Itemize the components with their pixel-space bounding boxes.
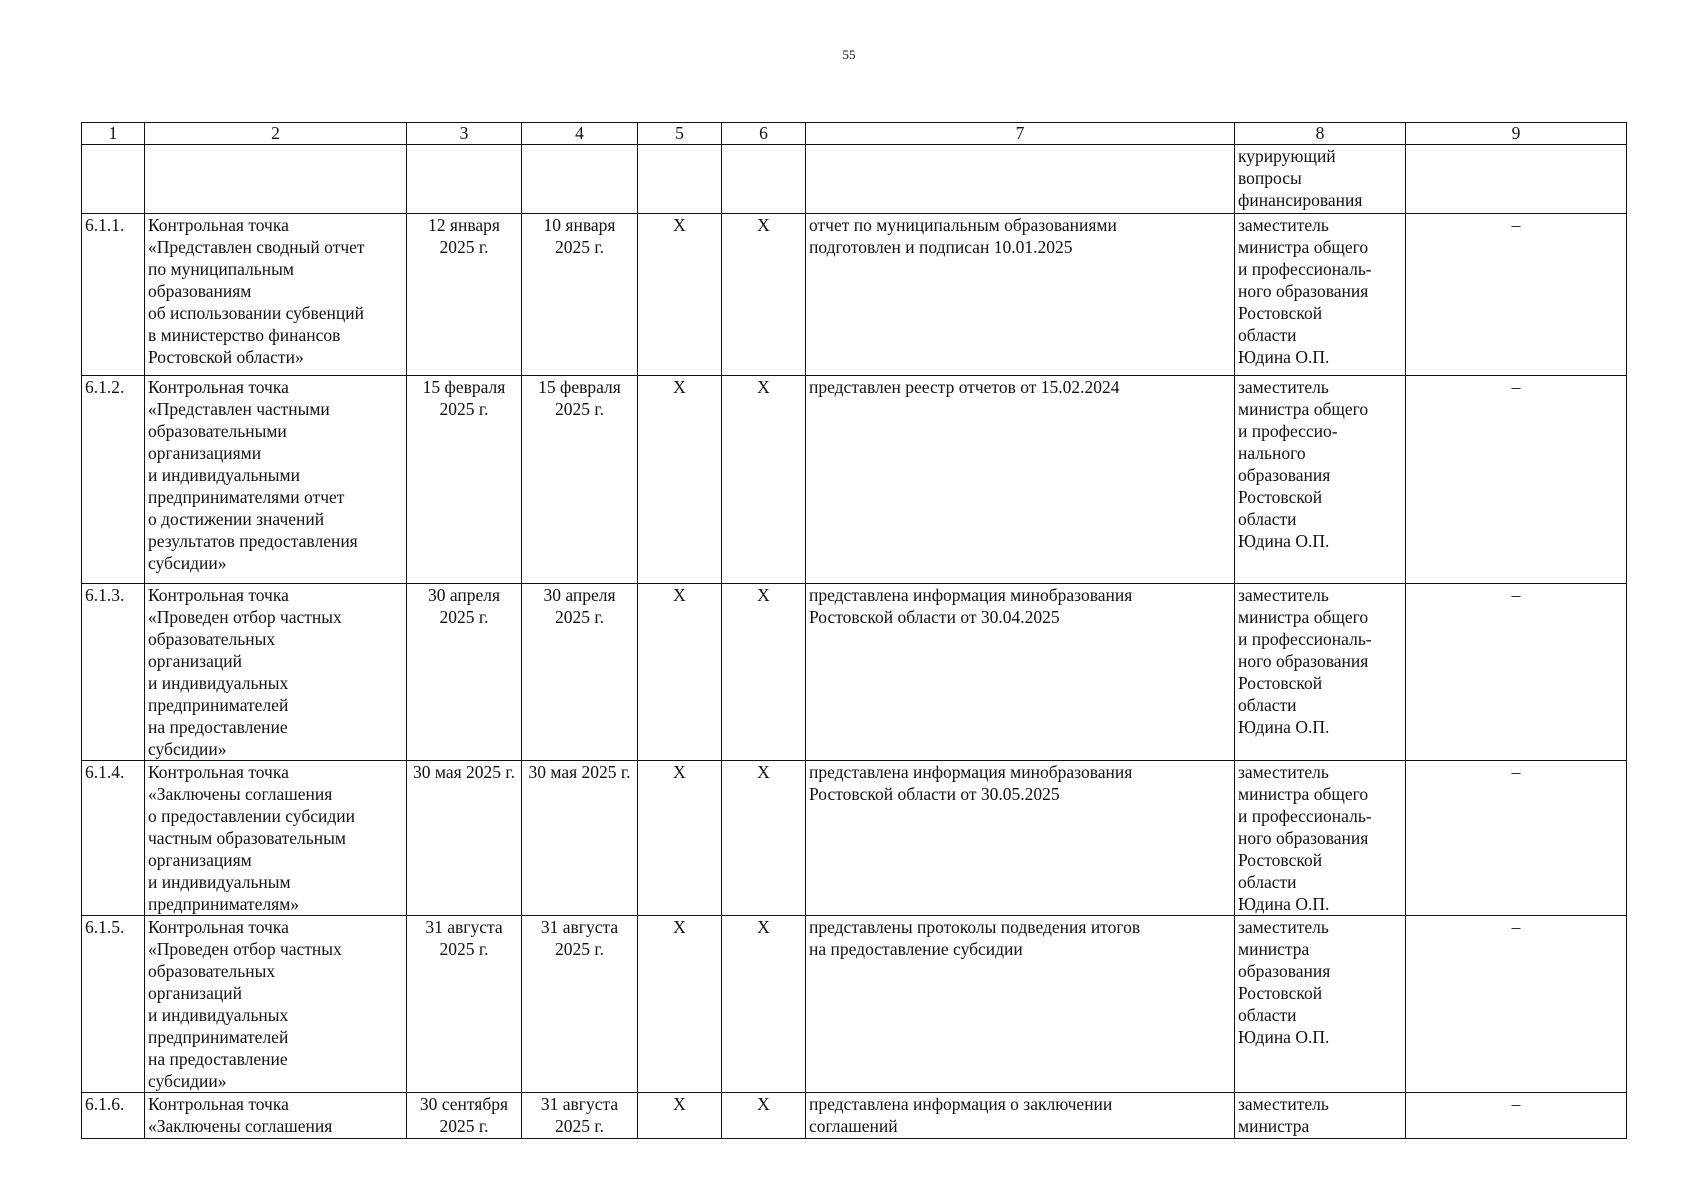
control-point-name: Контрольная точка «Представлен сводный отчет по муниципальным образованиям об использовании субвенций в министерство финансов Ростовской области»	[145, 214, 407, 376]
header-cell-6: 6	[722, 123, 806, 145]
control-point-name: Контрольная точка «Проведен отбор частных образовательных организаций и индивидуальных предпринимателей на предоставление субсидии»	[145, 584, 407, 761]
col5-value	[638, 145, 722, 214]
col6-value: Х	[722, 376, 806, 584]
table-row	[82, 376, 1627, 584]
table-row	[82, 761, 1627, 916]
fact-date: 31 августа 2025 г.	[522, 1093, 638, 1139]
row-number: 6.1.6.	[82, 1093, 145, 1139]
responsible-person: заместитель министра общего и профессиональ- ного образования Ростовской области Юдина О.П.	[1235, 584, 1406, 761]
control-points-table	[81, 122, 1627, 1139]
col6-value: Х	[722, 761, 806, 916]
col5-value: Х	[638, 761, 722, 916]
col6-value: Х	[722, 214, 806, 376]
responsible-person: курирующий вопросы финансирования	[1235, 145, 1406, 214]
col6-value: Х	[722, 916, 806, 1093]
control-point-name: Контрольная точка «Проведен отбор частных образовательных организаций и индивидуальных предпринимателей на предоставление субсидии»	[145, 916, 407, 1093]
plan-date: 30 сентября 2025 г.	[407, 1093, 522, 1139]
col6-value	[722, 145, 806, 214]
header-cell-2: 2	[145, 123, 407, 145]
col9-value	[1406, 145, 1627, 214]
fact-date: 10 января 2025 г.	[522, 214, 638, 376]
responsible-person: заместитель министра образования Ростовской области Юдина О.П.	[1235, 916, 1406, 1093]
col5-value: Х	[638, 584, 722, 761]
execution-info	[806, 145, 1235, 214]
col5-value: Х	[638, 1093, 722, 1139]
control-point-name: Контрольная точка «Заключены соглашения	[145, 1093, 407, 1139]
table-row	[82, 214, 1627, 376]
header-cell-9: 9	[1406, 123, 1627, 145]
plan-date: 15 февраля 2025 г.	[407, 376, 522, 584]
table-row	[82, 1093, 1627, 1139]
execution-info: представлен реестр отчетов от 15.02.2024	[806, 376, 1235, 584]
page-number: 55	[842, 47, 856, 62]
col9-value: –	[1406, 584, 1627, 761]
header-cell-7: 7	[806, 123, 1235, 145]
col9-value: –	[1406, 1093, 1627, 1139]
responsible-person: заместитель министра	[1235, 1093, 1406, 1139]
col5-value: Х	[638, 376, 722, 584]
execution-info: отчет по муниципальным образованиями подготовлен и подписан 10.01.2025	[806, 214, 1235, 376]
row-number: 6.1.4.	[82, 761, 145, 916]
fact-date: 30 мая 2025 г.	[522, 761, 638, 916]
row-number	[82, 145, 145, 214]
control-point-name: Контрольная точка «Представлен частными образовательными организациями и индивидуальными предпринимателями отчет о достижении значений результатов предоставления субсидии»	[145, 376, 407, 584]
execution-info: представлена информация о заключении соглашений	[806, 1093, 1235, 1139]
header-cell-1: 1	[82, 123, 145, 145]
plan-date: 30 апреля 2025 г.	[407, 584, 522, 761]
col5-value: Х	[638, 214, 722, 376]
header-cell-8: 8	[1235, 123, 1406, 145]
fact-date	[522, 145, 638, 214]
table-row	[82, 916, 1627, 1093]
execution-info: представлены протоколы подведения итогов на предоставление субсидии	[806, 916, 1235, 1093]
col9-value: –	[1406, 761, 1627, 916]
execution-info: представлена информация минобразования Ростовской области от 30.04.2025	[806, 584, 1235, 761]
execution-info: представлена информация минобразования Ростовской области от 30.05.2025	[806, 761, 1235, 916]
responsible-person: заместитель министра общего и профессиональ- ного образования Ростовской области Юдина О.П.	[1235, 214, 1406, 376]
header-cell-5: 5	[638, 123, 722, 145]
header-row	[82, 123, 1627, 145]
header-cell-4: 4	[522, 123, 638, 145]
col9-value: –	[1406, 916, 1627, 1093]
plan-date: 12 января 2025 г.	[407, 214, 522, 376]
header-cell-3: 3	[407, 123, 522, 145]
table-row	[82, 145, 1627, 214]
fact-date: 30 апреля 2025 г.	[522, 584, 638, 761]
col9-value: –	[1406, 214, 1627, 376]
row-number: 6.1.1.	[82, 214, 145, 376]
col6-value: Х	[722, 1093, 806, 1139]
control-point-name: Контрольная точка «Заключены соглашения о предоставлении субсидии частным образовательным организациям и индивидуальным предпринимателям»	[145, 761, 407, 916]
responsible-person: заместитель министра общего и профессиональ- ного образования Ростовской области Юдина О.П.	[1235, 761, 1406, 916]
fact-date: 31 августа 2025 г.	[522, 916, 638, 1093]
col6-value: Х	[722, 584, 806, 761]
row-number: 6.1.3.	[82, 584, 145, 761]
control-point-name	[145, 145, 407, 214]
plan-date: 31 августа 2025 г.	[407, 916, 522, 1093]
col5-value: Х	[638, 916, 722, 1093]
row-number: 6.1.2.	[82, 376, 145, 584]
plan-date	[407, 145, 522, 214]
plan-date: 30 мая 2025 г.	[407, 761, 522, 916]
row-number: 6.1.5.	[82, 916, 145, 1093]
col9-value: –	[1406, 376, 1627, 584]
fact-date: 15 февраля 2025 г.	[522, 376, 638, 584]
table-row	[82, 584, 1627, 761]
responsible-person: заместитель министра общего и профессио- нального образования Ростовской области Юдина О.П.	[1235, 376, 1406, 584]
